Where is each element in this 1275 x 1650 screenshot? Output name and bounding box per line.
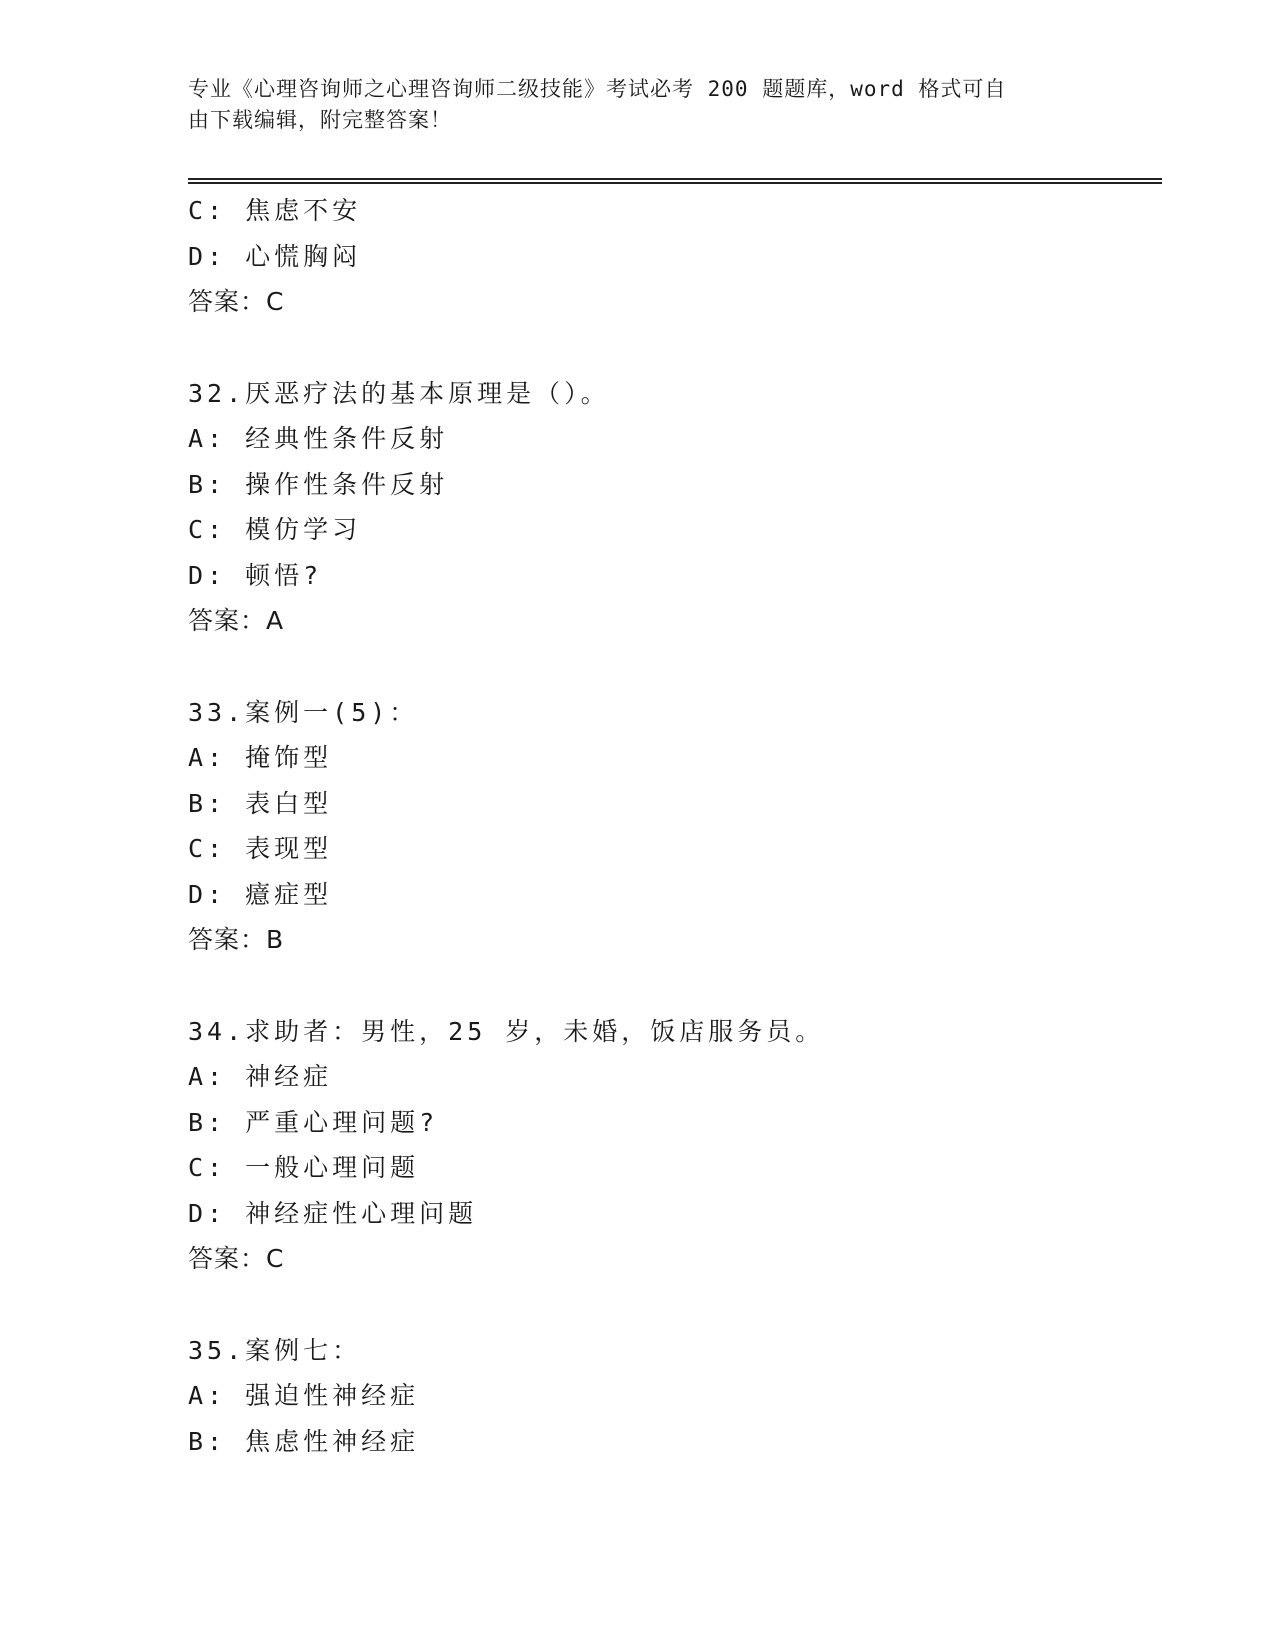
option-a: A: 掩饰型 — [188, 743, 333, 772]
option-b: B: 操作性条件反射 — [188, 469, 449, 499]
option-c: C: 焦虑不安 — [188, 196, 362, 225]
spacer — [188, 644, 1162, 690]
document-header — [188, 74, 1068, 136]
question-stem: 34.求助者：男性，25 岁，未婚，饭店服务员。 — [188, 1016, 825, 1046]
option-b: B: 严重心理问题? — [188, 1107, 439, 1137]
option-c: C: 一般心理问题 — [188, 1153, 420, 1182]
spacer — [188, 325, 1162, 371]
header-line-2: 由下载编辑，附完整答案！ — [188, 108, 452, 132]
question-35 — [188, 1328, 1162, 1465]
question-continued — [188, 188, 1162, 325]
option-b: B: 焦虑性神经症 — [188, 1426, 420, 1456]
question-32 — [188, 371, 1162, 644]
option-a: A: 神经症 — [188, 1062, 333, 1091]
option-c: C: 模仿学习 — [188, 515, 362, 544]
option-a: A: 强迫性神经症 — [188, 1381, 420, 1410]
option-d: D: 心慌胸闷 — [188, 241, 362, 271]
header-line-1: 专业《心理咨询师之心理咨询师二级技能》考试必考 200 题题库，word 格式可自 — [188, 77, 1007, 101]
answer-line: 答案：B — [188, 925, 285, 954]
answer-line: 答案：C — [188, 287, 285, 316]
option-a: A: 经典性条件反射 — [188, 424, 449, 453]
question-34 — [188, 1009, 1162, 1282]
answer-line: 答案：A — [188, 606, 285, 635]
question-stem: 35.案例七： — [188, 1335, 362, 1365]
question-list — [188, 188, 1162, 1464]
spacer — [188, 1282, 1162, 1328]
question-stem: 33.案例一(5)： — [188, 697, 419, 727]
option-d: D: 顿悟? — [188, 560, 323, 590]
question-stem: 32.厌恶疗法的基本原理是（）。 — [188, 378, 610, 408]
header-divider — [188, 178, 1162, 184]
option-c: C: 表现型 — [188, 834, 333, 863]
option-b: B: 表白型 — [188, 788, 333, 818]
option-d: D: 癔症型 — [188, 879, 333, 909]
spacer — [188, 963, 1162, 1009]
option-d: D: 神经症性心理问题 — [188, 1198, 478, 1228]
question-33 — [188, 690, 1162, 963]
answer-line: 答案：C — [188, 1244, 285, 1273]
